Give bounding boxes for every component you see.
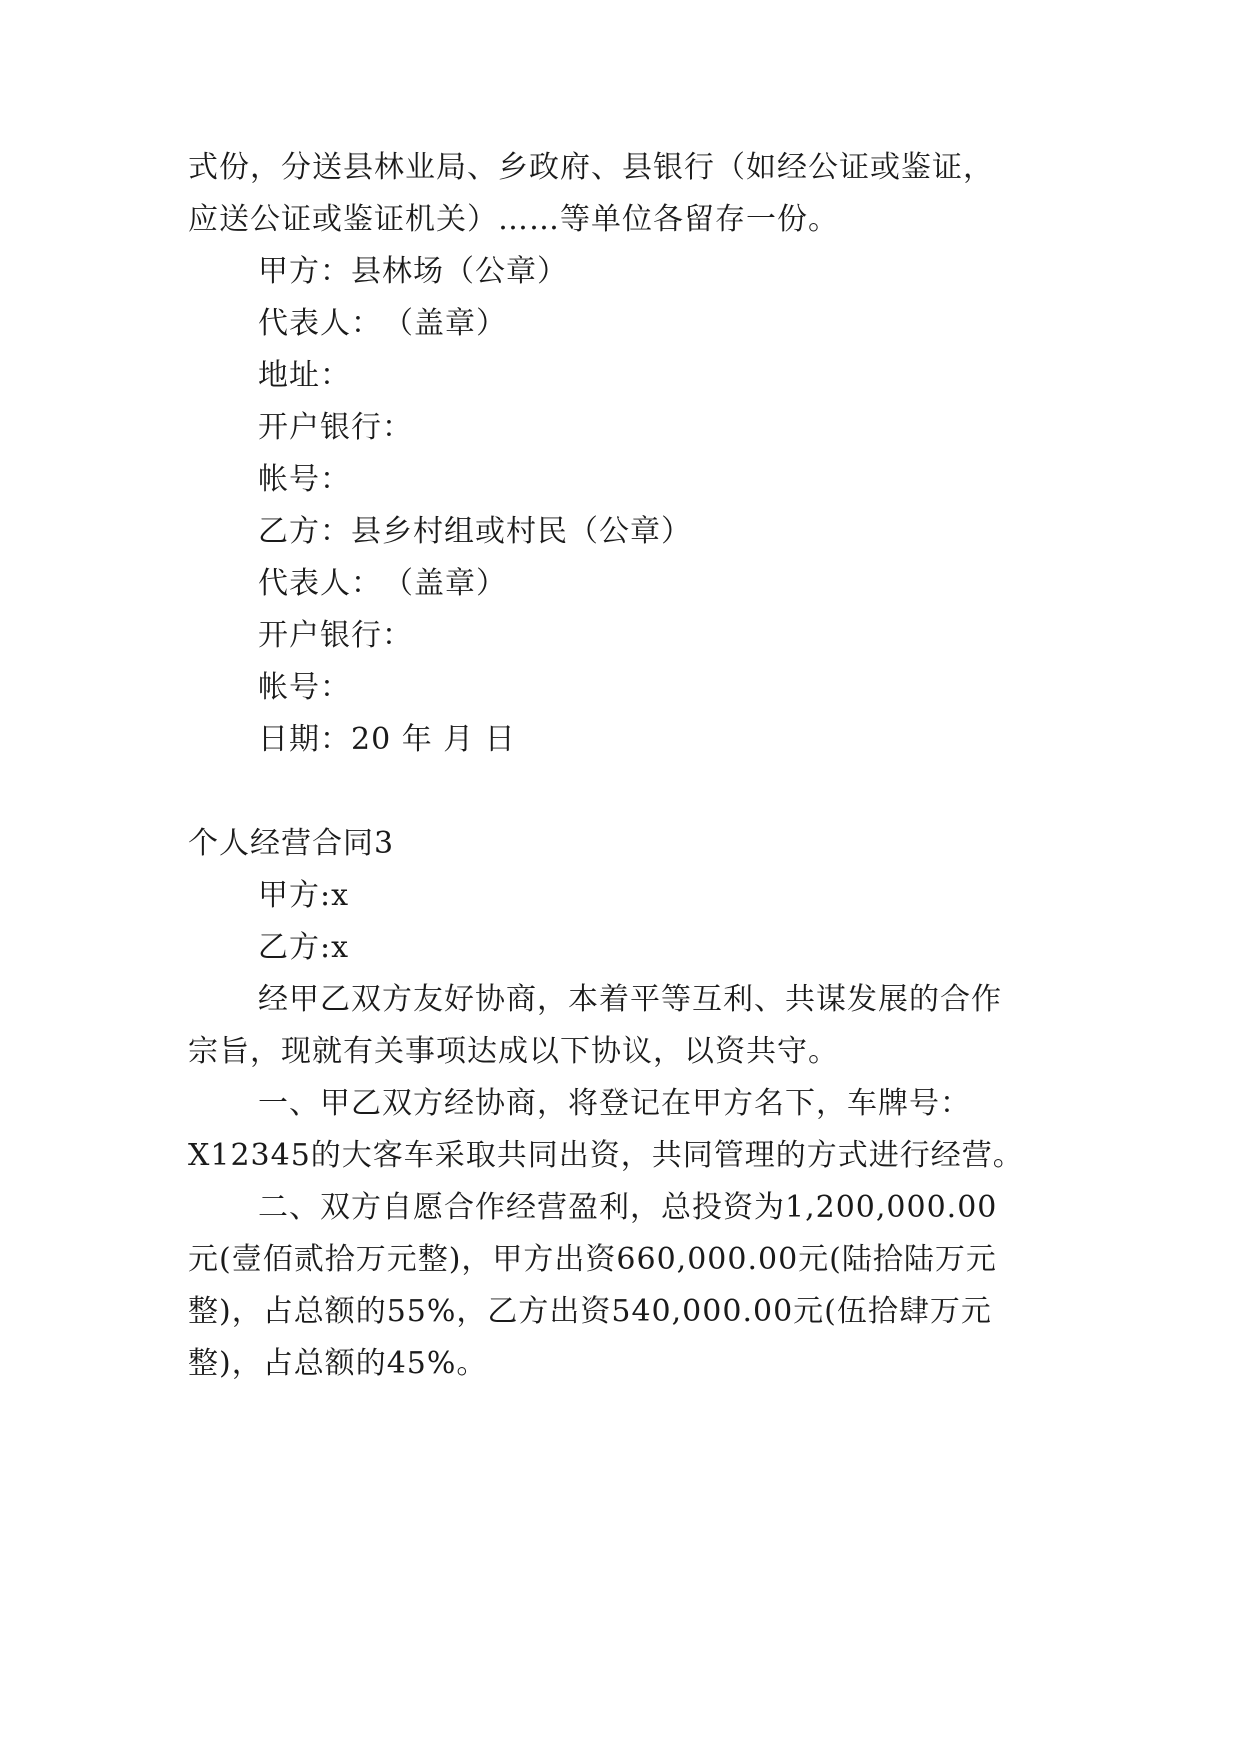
clause-line: 二、双方自愿合作经营盈利，总投资为1,200,000.00 — [258, 1190, 998, 1225]
paragraph-line: 宗旨，现就有关事项达成以下协议，以资共守。 — [188, 1034, 839, 1069]
section-title: 个人经营合同3 — [188, 826, 395, 861]
party-a-bank: 开户银行： — [258, 410, 413, 445]
party-a-line: 甲方:x — [258, 878, 350, 913]
paragraph-line: 经甲乙双方友好协商，本着平等互利、共谋发展的合作 — [258, 982, 1002, 1017]
clause-line: 一、甲乙双方经协商，将登记在甲方名下，车牌号： — [258, 1086, 971, 1121]
clause-line: 元(壹佰贰拾万元整)，甲方出资660,000.00元(陆拾陆万元 — [188, 1242, 997, 1277]
party-a-address: 地址： — [258, 358, 351, 393]
date-line: 日期：20 年 月 日 — [258, 722, 516, 757]
party-a-account: 帐号： — [258, 462, 351, 497]
clause-line: 整)，占总额的45%。 — [188, 1346, 488, 1381]
party-a-representative: 代表人： （盖章） — [258, 306, 507, 341]
clause-line: X12345的大客车采取共同出资，共同管理的方式进行经营。 — [188, 1138, 1024, 1173]
party-a-line: 甲方：县林场（公章） — [258, 254, 568, 289]
party-b-account: 帐号： — [258, 670, 351, 705]
clause-line: 整)，占总额的55%，乙方出资540,000.00元(伍拾肆万元 — [188, 1294, 992, 1329]
party-b-line: 乙方：县乡村组或村民（公章） — [258, 514, 692, 549]
party-b-line: 乙方:x — [258, 930, 350, 965]
paragraph-line: 应送公证或鉴证机关）……等单位各留存一份。 — [188, 202, 839, 237]
party-b-representative: 代表人： （盖章） — [258, 566, 507, 601]
paragraph-line: 式份，分送县林业局、乡政府、县银行（如经公证或鉴证， — [188, 150, 994, 185]
party-b-bank: 开户银行： — [258, 618, 413, 653]
